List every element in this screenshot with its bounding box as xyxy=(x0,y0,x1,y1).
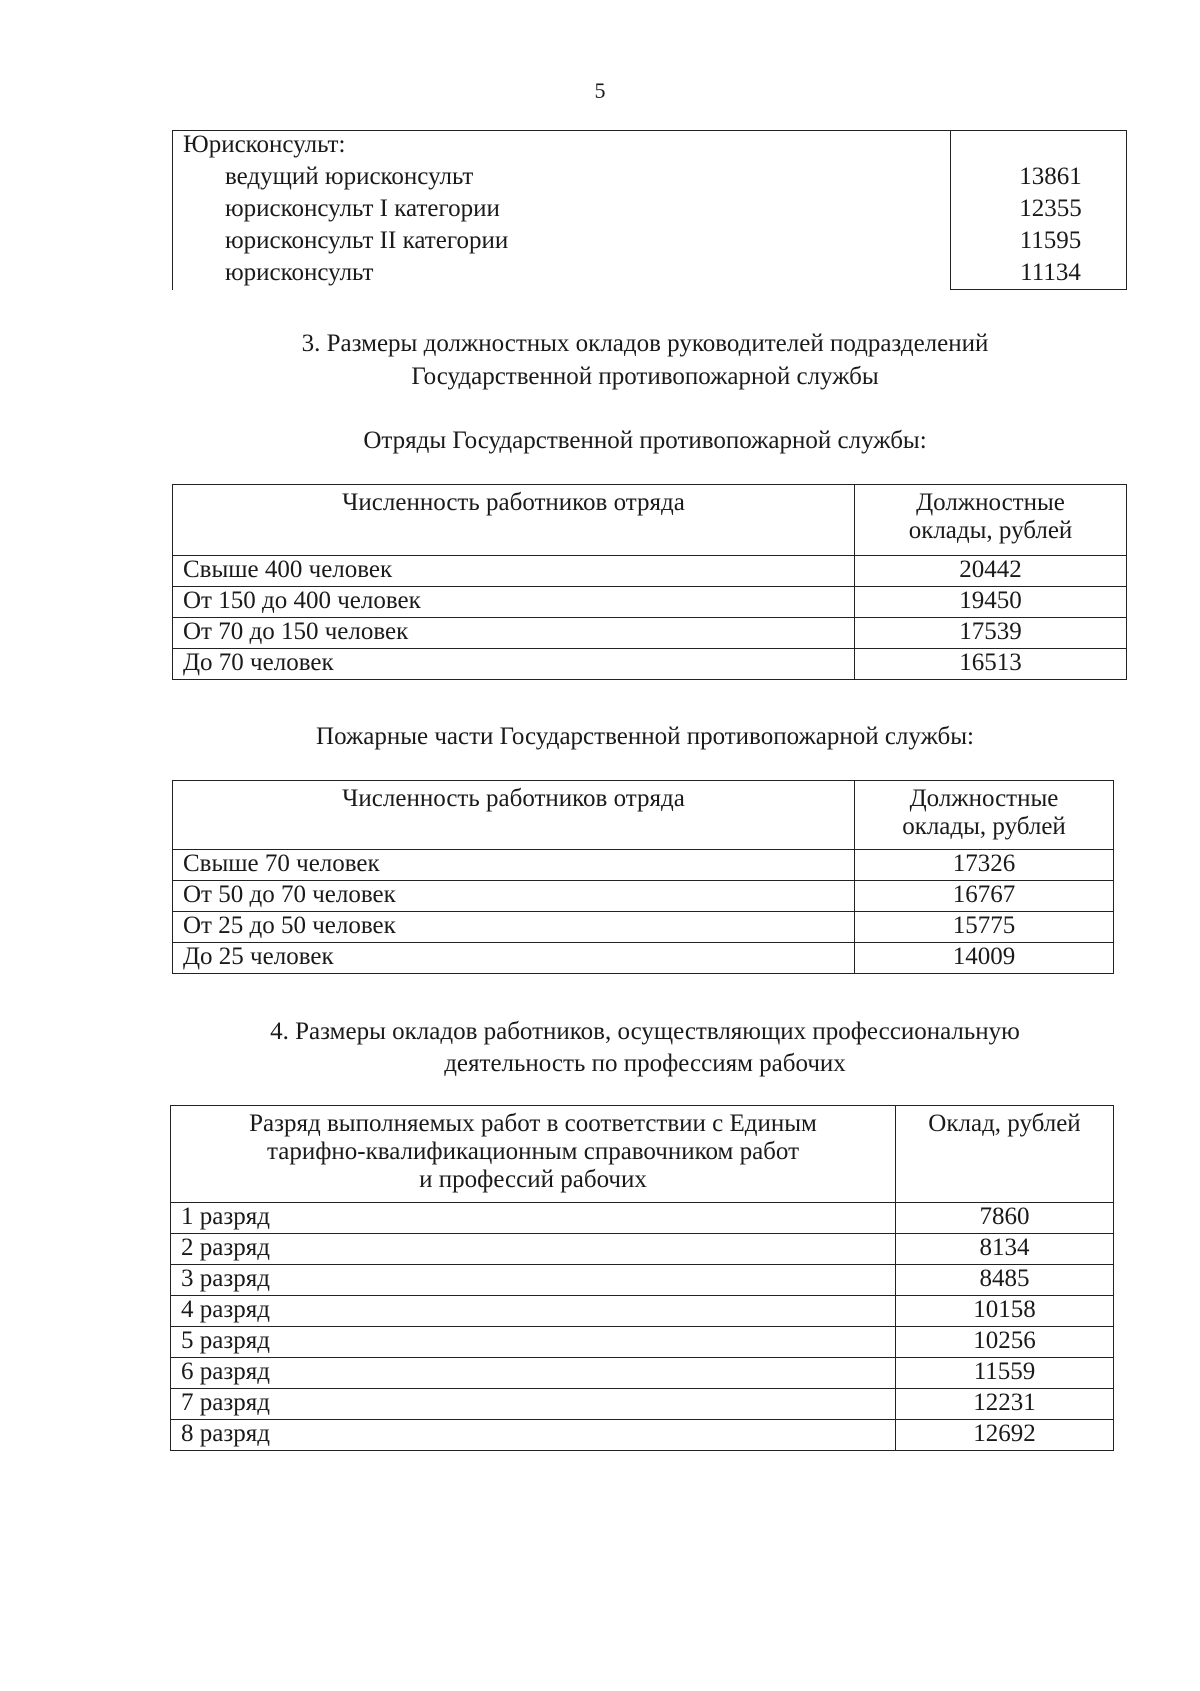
table-header-row xyxy=(173,781,1114,850)
salary-cell: 16767 xyxy=(855,881,1114,912)
lawyer-rank-label: ведущий юрисконсульт xyxy=(225,163,474,190)
grade-cell: 3 разряд xyxy=(171,1265,896,1296)
table-row xyxy=(171,1389,1114,1420)
lawyer-rank-value: 12355 xyxy=(1019,195,1082,222)
fire-units-salary-table xyxy=(172,780,1114,974)
headcount-cell: До 25 человек xyxy=(173,943,855,974)
salary-cell: 15775 xyxy=(855,912,1114,943)
header-grade-line2: тарифно-квалификационным справочником работ xyxy=(267,1138,799,1165)
table-header-row xyxy=(171,1106,1114,1203)
salary-cell: 12231 xyxy=(896,1389,1114,1420)
detachments-salary-table xyxy=(172,484,1127,680)
header-cell-headcount xyxy=(173,485,855,556)
lawyer-salary-table xyxy=(172,130,1127,290)
salary-cell: 8485 xyxy=(896,1265,1114,1296)
header-cell-salary xyxy=(855,781,1114,850)
lawyer-rank-label: юрисконсульт I категории xyxy=(225,195,500,222)
section3-heading-line2: Государственной противопожарной службы xyxy=(411,363,879,390)
headcount-cell: От 25 до 50 человек xyxy=(173,912,855,943)
headcount-cell: От 50 до 70 человек xyxy=(173,881,855,912)
headcount-cell: Свыше 400 человек xyxy=(173,556,855,587)
header-headcount-label: Численность работников отряда xyxy=(342,489,685,516)
headcount-cell: Свыше 70 человек xyxy=(173,850,855,881)
header-salary-line2: оклады, рублей xyxy=(902,813,1066,840)
section4-heading-line1: 4. Размеры окладов работников, осуществляющих профессиональную xyxy=(270,1018,1020,1045)
header-salary-line1: Должностные xyxy=(916,489,1065,516)
table-row xyxy=(173,556,1127,587)
detachments-title: Отряды Государственной противопожарной службы: xyxy=(363,427,927,454)
salary-cell: 19450 xyxy=(855,587,1127,618)
salary-cell: 11559 xyxy=(896,1358,1114,1389)
salary-cell: 10158 xyxy=(896,1296,1114,1327)
grade-cell: 1 разряд xyxy=(171,1203,896,1234)
salary-cell: 20442 xyxy=(855,556,1127,587)
lawyer-values-cell xyxy=(951,131,1127,290)
lawyer-rank-label: юрисконсульт II категории xyxy=(225,227,509,254)
headcount-cell: До 70 человек xyxy=(173,649,855,680)
salary-cell: 17326 xyxy=(855,850,1114,881)
header-cell-salary xyxy=(896,1106,1114,1203)
salary-cell: 12692 xyxy=(896,1420,1114,1451)
table-row xyxy=(173,618,1127,649)
salary-cell: 17539 xyxy=(855,618,1127,649)
table-row xyxy=(171,1234,1114,1265)
header-grade-line3: и профессий рабочих xyxy=(419,1166,647,1193)
salary-cell: 16513 xyxy=(855,649,1127,680)
section4-heading-line2: деятельность по профессиям рабочих xyxy=(444,1050,846,1077)
salary-cell: 8134 xyxy=(896,1234,1114,1265)
table-row xyxy=(173,881,1114,912)
fire-units-title: Пожарные части Государственной противопожарной службы: xyxy=(316,723,974,750)
header-grade-line1: Разряд выполняемых работ в соответствии с Единым xyxy=(249,1110,817,1137)
page-number: 5 xyxy=(594,78,606,103)
lawyer-rank-value: 13861 xyxy=(1019,163,1082,190)
table-row xyxy=(171,1265,1114,1296)
header-salary-line2: оклады, рублей xyxy=(908,517,1073,544)
grade-cell: 7 разряд xyxy=(171,1389,896,1420)
table-header-row xyxy=(173,485,1127,556)
table-row xyxy=(173,943,1114,974)
table-row xyxy=(173,587,1127,618)
header-salary-line1: Должностные xyxy=(909,785,1059,812)
table-row xyxy=(171,1358,1114,1389)
grade-cell: 2 разряд xyxy=(171,1234,896,1265)
headcount-cell: От 70 до 150 человек xyxy=(173,618,855,649)
table-row xyxy=(171,1420,1114,1451)
header-cell-headcount xyxy=(173,781,855,850)
salary-cell: 7860 xyxy=(896,1203,1114,1234)
table-row xyxy=(171,1327,1114,1358)
lawyer-rank-label: юрисконсульт xyxy=(225,259,374,286)
lawyer-rank-value: 11595 xyxy=(1019,227,1082,254)
header-salary-label: Оклад, рублей xyxy=(928,1110,1081,1137)
grade-cell: 8 разряд xyxy=(171,1420,896,1451)
table-row xyxy=(173,131,1127,290)
lawyer-rank-value: 11134 xyxy=(1020,259,1081,286)
workers-salary-table xyxy=(170,1105,1114,1451)
salary-cell: 10256 xyxy=(896,1327,1114,1358)
header-cell-salary xyxy=(855,485,1127,556)
lawyer-title: Юрисконсульт: xyxy=(183,131,346,158)
table-row xyxy=(173,850,1114,881)
section3-heading-line1: 3. Размеры должностных окладов руководителей подразделений xyxy=(301,330,989,357)
table-row xyxy=(173,649,1127,680)
salary-cell: 14009 xyxy=(855,943,1114,974)
headcount-cell: От 150 до 400 человек xyxy=(173,587,855,618)
table-row xyxy=(173,912,1114,943)
grade-cell: 4 разряд xyxy=(171,1296,896,1327)
table-row xyxy=(171,1296,1114,1327)
table-row xyxy=(171,1203,1114,1234)
lawyer-title-cell xyxy=(173,131,951,290)
grade-cell: 6 разряд xyxy=(171,1358,896,1389)
grade-cell: 5 разряд xyxy=(171,1327,896,1358)
header-headcount-label: Численность работников отряда xyxy=(342,785,685,812)
header-cell-grade xyxy=(171,1106,896,1203)
